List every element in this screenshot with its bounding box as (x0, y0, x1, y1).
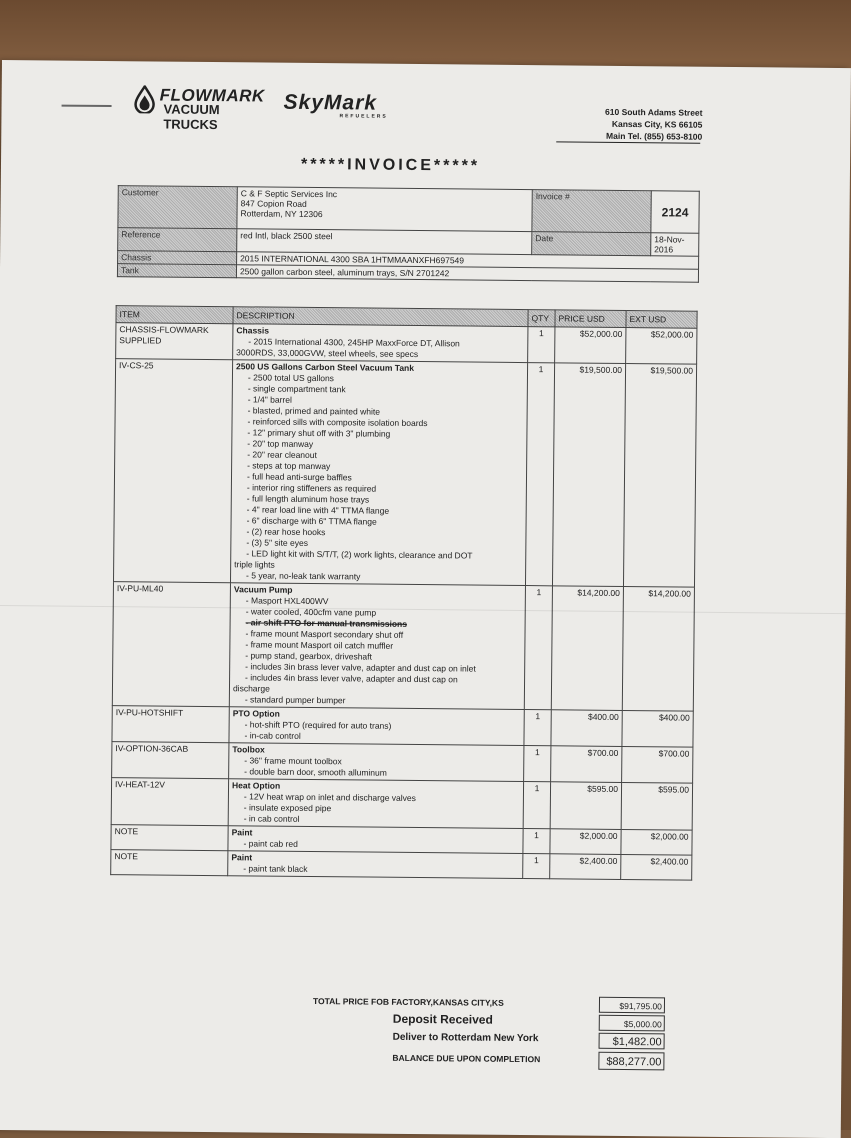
item-description (229, 707, 524, 746)
description-line: - steps at top manway (247, 460, 331, 472)
item-qty: 1 (524, 710, 551, 746)
item-code: IV-CS-25 (113, 359, 232, 583)
staple-mark (62, 105, 112, 107)
item-qty: 1 (523, 854, 550, 879)
item-code: IV-OPTION-36CAB (112, 742, 229, 779)
description-line: - 1/4" barrel (247, 394, 292, 405)
customer-name: C & F Septic Services Inc (240, 188, 338, 200)
col-item-header: ITEM (116, 306, 233, 324)
item-title: Heat Option (232, 780, 281, 791)
address-city: Kansas City, KS 66105 (611, 118, 703, 130)
item-ext: $14,200.00 (622, 586, 694, 711)
item-qty: 1 (523, 829, 550, 854)
description-line: - double barn door, smooth alluminum (244, 766, 387, 778)
table-row (112, 582, 694, 712)
description-line: - paint tank black (243, 863, 308, 874)
item-description (233, 324, 528, 363)
table-row (116, 323, 697, 365)
table-row (113, 359, 696, 588)
item-ext: $2,400.00 (621, 854, 692, 880)
col-qty-header: QTY (528, 310, 555, 327)
item-price: $700.00 (551, 746, 622, 783)
item-description (229, 743, 524, 782)
description-line: - 12V heat wrap on inlet and discharge valves (243, 791, 416, 804)
description-line: - full length aluminum hose trays (246, 493, 370, 505)
item-code: IV-PU-HOTSHIFT (112, 706, 229, 743)
description-line: - Masport HXL400WV (245, 595, 329, 607)
item-title: 2500 US Gallons Carbon Steel Vacuum Tank (236, 361, 415, 373)
item-title: Vacuum Pump (233, 584, 293, 595)
description-line: triple lights (234, 559, 275, 570)
description-line: discharge (232, 683, 270, 694)
item-description (228, 826, 523, 854)
item-ext: $2,000.00 (621, 829, 692, 855)
table-row (112, 742, 693, 784)
description-line: - in-cab control (244, 730, 301, 741)
deposit-label: Deposit Received (392, 1011, 493, 1027)
item-ext: $400.00 (622, 710, 693, 747)
item-ext: $52,000.00 (626, 328, 697, 365)
tank-label: Tank (117, 264, 236, 278)
droplet-icon (133, 85, 155, 113)
total-value: $91,795.00 (599, 997, 665, 1014)
description-line: - blasted, primed and painted white (247, 405, 381, 417)
description-line: - 2015 International 4300, 245HP MaxxForce DT, Allison (248, 336, 460, 349)
invoice-number: 2124 (651, 191, 699, 233)
item-title: Paint (231, 852, 253, 863)
table-row (112, 706, 693, 748)
description-line: - 20" rear cleanout (247, 449, 317, 461)
line-items-table (110, 305, 697, 881)
description-line: - includes 4in brass lever valve, adapter and dust cap on (245, 672, 458, 685)
totals-section (193, 992, 693, 1069)
item-ext: $595.00 (621, 782, 692, 830)
description-line: - LED light kit with S/T/T, (2) work lights, clearance and DOT (246, 548, 473, 561)
skymark-logo (283, 90, 388, 120)
flowmark-logo-subtext: VACUUM TRUCKS (163, 101, 220, 133)
item-title: Toolbox (232, 744, 265, 755)
balance-value: $88,277.00 (598, 1052, 664, 1071)
customer-details (237, 187, 532, 232)
company-address (605, 106, 703, 143)
item-price: $595.00 (550, 782, 621, 830)
item-title: Paint (231, 827, 253, 838)
skymark-logo-subtext: REFUELERS (339, 113, 388, 120)
address-street: 610 South Adams Street (605, 106, 703, 118)
description-line: - 6" discharge with 6" TTMA flange (246, 515, 377, 527)
item-ext: $19,500.00 (623, 364, 696, 588)
description-line: - reinforced sills with composite isolation boards (247, 416, 428, 429)
address-phone: Main Tel. (855) 653-8100 (606, 130, 703, 142)
tank-value: 2500 gallon carbon steel, aluminum trays, S/N 2701242 (236, 265, 698, 282)
description-line: - pump stand, gearbox, driveshaft (245, 650, 372, 662)
item-title: Chassis (236, 325, 270, 336)
balance-label: BALANCE DUE UPON COMPLETION (392, 1052, 541, 1065)
item-description (230, 360, 527, 586)
item-qty: 1 (525, 363, 554, 586)
item-description (228, 779, 523, 829)
item-qty: 1 (523, 782, 550, 829)
address-underline (556, 141, 700, 143)
description-line: - 20" top manway (247, 438, 314, 450)
description-line: - frame mount Masport oil catch muffler (245, 639, 394, 651)
chassis-value: 2015 INTERNATIONAL 4300 SBA 1HTMMAANXFH697549 (237, 252, 699, 269)
item-ext: $700.00 (622, 746, 693, 783)
skymark-logo-text: SkyMark (283, 90, 378, 115)
item-qty: 1 (524, 746, 551, 782)
table-row (111, 850, 692, 881)
description-line: - 12" primary shut off with 3" plumbing (247, 427, 391, 439)
delivery-label: Deliver to Rotterdam New York (392, 1031, 539, 1045)
description-line: - (2) rear hose hooks (246, 526, 326, 538)
invoice-info-table (117, 185, 700, 283)
description-line: - standard pumper bumper (244, 694, 346, 706)
item-code: NOTE (111, 825, 228, 851)
description-line-struck: - air shift PTO for manual transmissions (245, 617, 408, 629)
date-label: Date (532, 232, 651, 256)
description-line: - insulate exposed pipe (243, 802, 332, 814)
invoice-paper (0, 60, 851, 1138)
description-line: - water cooled, 400cfm vane pump (245, 606, 377, 618)
deposit-value: $5,000.00 (599, 1015, 665, 1032)
customer-city: Rotterdam, NY 12306 (240, 208, 323, 220)
description-line: - includes 3in brass lever valve, adapter and dust cap on inlet (245, 661, 476, 674)
item-price: $2,400.00 (550, 854, 621, 880)
balance-row (192, 1047, 692, 1070)
description-line: - frame mount Masport secondary shut off (245, 628, 404, 640)
flowmark-logo-text: FLOWMARK (159, 85, 265, 106)
item-price: $14,200.00 (551, 586, 623, 711)
description-line: - (3) 5" site eyes (246, 537, 309, 548)
item-code: CHASSIS-FLOWMARK SUPPLIED (116, 323, 233, 360)
col-price-header: PRICE USD (555, 310, 626, 328)
item-qty: 1 (524, 586, 552, 710)
item-code: IV-HEAT-12V (111, 778, 228, 826)
col-description-header: DESCRIPTION (233, 307, 528, 327)
item-price: $19,500.00 (552, 363, 625, 587)
reference-value: red Intl, black 2500 steel (237, 229, 532, 255)
chassis-label: Chassis (118, 251, 237, 265)
item-title: PTO Option (232, 708, 280, 719)
invoice-number-label: Invoice # (532, 190, 651, 233)
description-line: - 5 year, no-leak tank warranty (246, 570, 361, 582)
total-label: TOTAL PRICE FOB FACTORY,KANSAS CITY,KS (312, 996, 504, 1008)
description-line: - interior ring stiffeners as required (246, 482, 377, 494)
invoice-date: 18-Nov-2016 (651, 233, 699, 256)
item-description (228, 851, 523, 879)
description-line: - 2500 total US gallons (247, 372, 335, 384)
customer-label: Customer (118, 186, 237, 229)
table-row (111, 778, 692, 831)
description-line: - in cab control (243, 813, 300, 824)
flowmark-logo (133, 83, 273, 133)
description-line: - 36" frame mount toolbox (244, 755, 342, 767)
description-line: - single compartment tank (247, 383, 346, 395)
line-items-body (111, 323, 697, 881)
item-code: IV-PU-ML40 (112, 582, 230, 707)
description-line: - 4" rear load line with 4" TTMA flange (246, 504, 390, 516)
item-price: $52,000.00 (555, 327, 626, 364)
col-ext-header: EXT USD (626, 311, 697, 329)
customer-street: 847 Copion Road (240, 198, 307, 209)
description-line: - full head anti-surge baffles (246, 471, 352, 483)
item-price: $2,000.00 (550, 829, 621, 855)
description-line: - paint cab red (243, 838, 298, 849)
item-code: NOTE (111, 850, 228, 876)
reference-label: Reference (118, 228, 237, 252)
description-line: - hot-shift PTO (required for auto trans) (244, 719, 392, 731)
item-description (229, 583, 525, 710)
delivery-value: $1,482.00 (599, 1033, 665, 1050)
item-qty: 1 (528, 327, 555, 363)
invoice-title: *****INVOICE***** (300, 155, 481, 175)
description-line: 3000RDS, 33,000GVW, steel wheels, see specs (236, 347, 419, 360)
item-price: $400.00 (551, 710, 622, 747)
